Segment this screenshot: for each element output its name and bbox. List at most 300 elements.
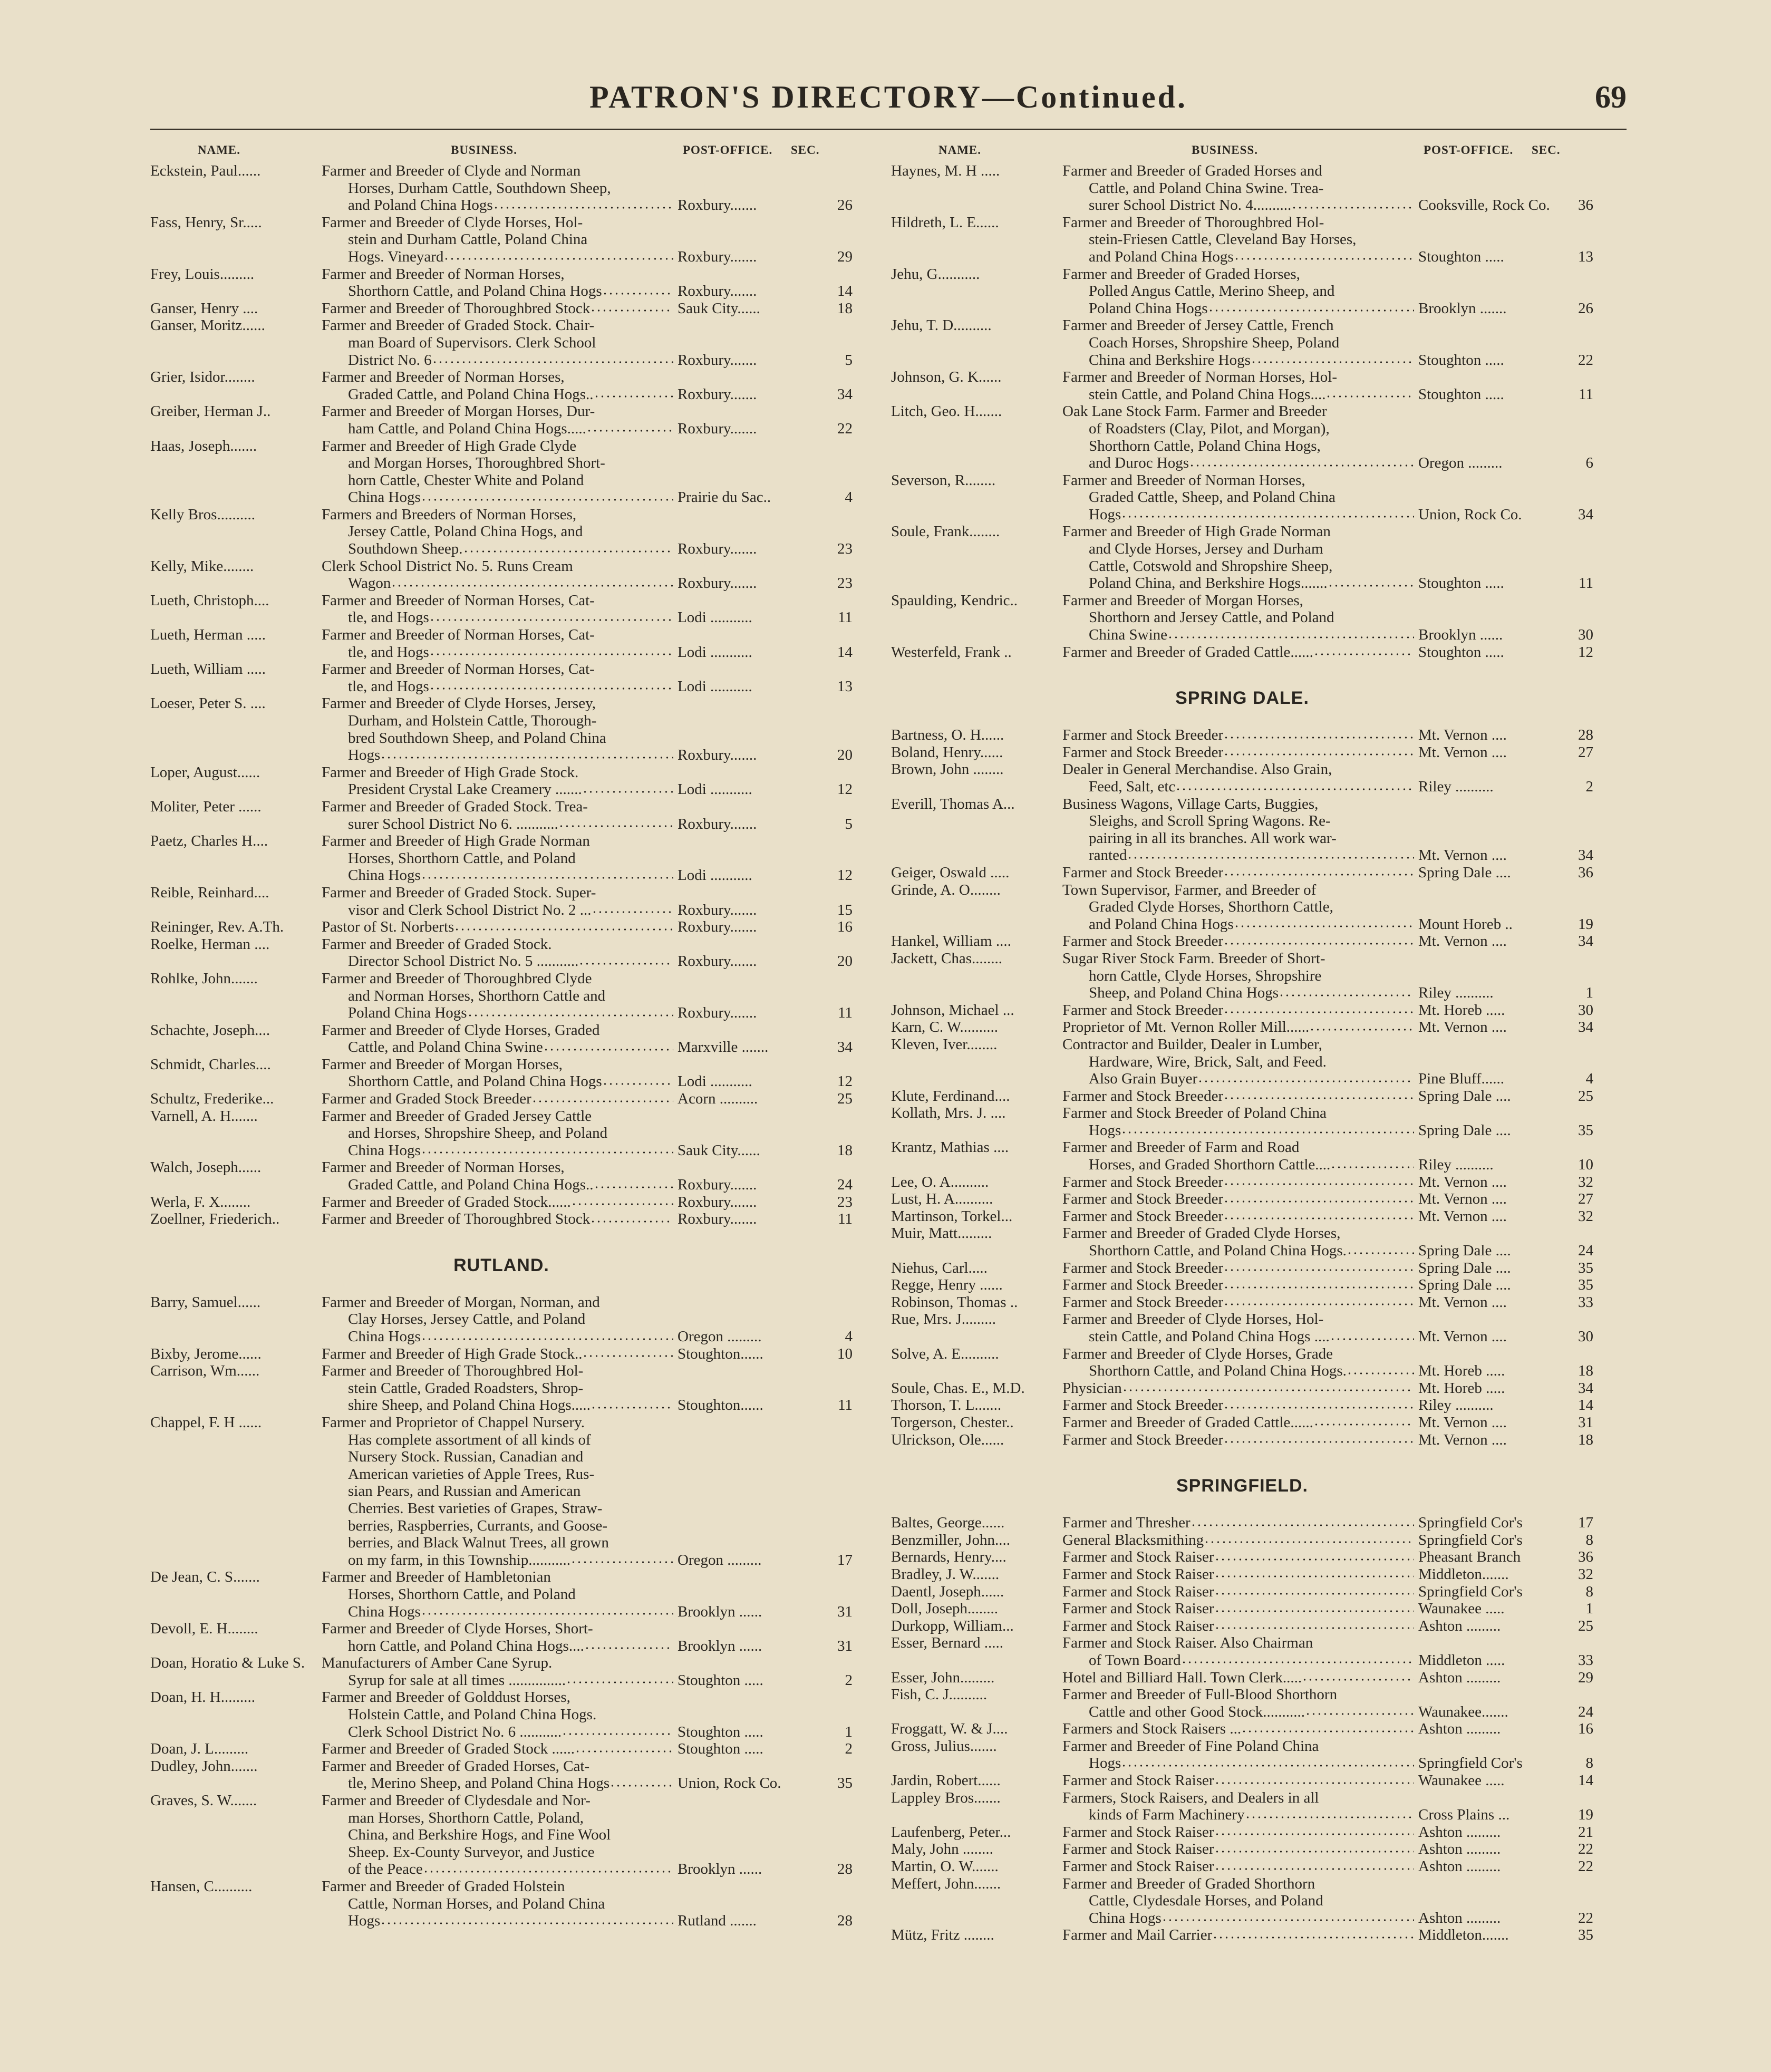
directory-entry (891, 864, 1593, 882)
business-line (322, 644, 815, 661)
post-office: Waunakee....... (1418, 1703, 1508, 1720)
business-description (1062, 1824, 1555, 1841)
business-description (1062, 882, 1555, 933)
business-text: Farmer and Breeder of Clyde Horses, Grade (1062, 1345, 1333, 1362)
dot-leader (566, 1672, 673, 1688)
business-line (1062, 420, 1555, 438)
section-number: 12 (837, 781, 853, 798)
business-description (1062, 1789, 1555, 1824)
post-office: Stoughton ..... (678, 1740, 763, 1758)
business-description (322, 317, 815, 369)
directory-entry (150, 1294, 853, 1345)
business-text: Farmer and Breeder of High Grade Norman (322, 832, 590, 850)
dot-leader (391, 575, 673, 590)
directory-entry (150, 1568, 853, 1620)
business-line (1062, 1600, 1555, 1618)
business-text: Farmer and Breeder of Thoroughbred Hol- (322, 1362, 584, 1380)
post-office: Lodi ........... (678, 609, 752, 626)
post-office: Mt. Vernon .... (1418, 933, 1507, 950)
dot-leader (1223, 744, 1414, 760)
business-description (322, 1211, 815, 1228)
directory-entry (150, 162, 853, 214)
patron-name: Lueth, Herman ..... (150, 626, 266, 644)
header-post-office: POST-OFFICE. (683, 143, 773, 157)
directory-entry (891, 882, 1593, 933)
business-description (322, 936, 815, 970)
directory-entry (150, 1022, 853, 1056)
business-text: American varieties of Apple Trees, Rus- (348, 1465, 595, 1483)
business-text: Horses, Shorthorn Cattle, and Poland (348, 1585, 576, 1603)
section-number: 31 (837, 1637, 853, 1654)
patron-name: Meffert, John....... (891, 1875, 1001, 1892)
business-description (1062, 1841, 1555, 1858)
business-description (1062, 1276, 1555, 1294)
section-number: 11 (1579, 575, 1593, 592)
patron-name: Chappel, F. H ...... (150, 1413, 262, 1431)
business-text: Proprietor of Mt. Vernon Roller Mill...... (1062, 1019, 1310, 1036)
page-number: 69 (1595, 80, 1627, 114)
post-office: Marxville ....... (678, 1039, 769, 1056)
business-line (1062, 592, 1555, 609)
business-text: Clerk School District No. 6 ........... (348, 1723, 562, 1740)
business-text: Farmer and Breeder of Norman Horses, (1062, 471, 1305, 489)
header-name: NAME. (938, 143, 982, 157)
business-text: Cattle, and Poland China Swine. Trea- (1089, 179, 1324, 197)
directory-entry (891, 1875, 1593, 1927)
business-text: China Hogs (348, 1328, 421, 1345)
business-line (322, 1672, 815, 1689)
dot-leader (1181, 1652, 1414, 1668)
business-line (1062, 1105, 1555, 1122)
business-line (1062, 1583, 1555, 1601)
business-description (322, 1689, 815, 1740)
business-line (322, 1448, 815, 1466)
business-text: Farmer and Breeder of Fine Poland China (1062, 1737, 1319, 1755)
patron-name: Fass, Henry, Sr..... (150, 214, 262, 231)
post-office: Stoughton ..... (1418, 575, 1504, 592)
business-line (322, 248, 815, 266)
business-text: Cattle, Clydesdale Horses, and Poland (1089, 1892, 1323, 1910)
patron-name: Ganser, Moritz...... (150, 317, 265, 334)
patron-name: Spaulding, Kendric.. (891, 592, 1018, 609)
business-description (1062, 592, 1555, 644)
dot-leader (1214, 1772, 1414, 1788)
section-number: 18 (1578, 1362, 1593, 1380)
business-line (1062, 454, 1555, 472)
business-text: Shorthorn Cattle, and Poland China Hogs. (1089, 1242, 1347, 1260)
business-text: Durham, and Holstein Cattle, Thorough- (348, 712, 597, 729)
directory-entry (891, 162, 1593, 214)
directory-entry (150, 798, 853, 832)
business-line (1062, 1242, 1555, 1260)
directory-entry (150, 1345, 853, 1363)
dot-leader (423, 1861, 673, 1876)
section-number: 29 (837, 248, 853, 265)
business-text: Farmer and Breeder of Graded Jersey Cattle (322, 1107, 592, 1125)
business-line (322, 1431, 815, 1449)
post-office: Mt. Vernon .... (1418, 847, 1507, 864)
patron-name: Martin, O. W....... (891, 1858, 999, 1875)
business-line (1062, 1345, 1555, 1363)
business-description (1062, 1514, 1555, 1532)
business-description (322, 1090, 815, 1108)
business-text: of the Peace (348, 1861, 423, 1878)
patron-name: Schultz, Frederike... (150, 1090, 274, 1108)
header-business: BUSINESS. (451, 143, 517, 157)
section-number: 8 (1585, 1755, 1593, 1772)
post-office: Stoughton...... (678, 1345, 763, 1362)
dot-leader (1204, 1532, 1414, 1547)
business-description (322, 798, 815, 832)
business-text: and Horses, Shropshire Sheep, and Poland (348, 1125, 608, 1142)
page-title: PATRON'S DIRECTORY—Continued. (589, 80, 1188, 114)
dot-leader (590, 1211, 673, 1226)
dot-leader (602, 1073, 673, 1089)
business-text: Cattle, and Poland China Swine (348, 1039, 543, 1056)
business-description (1062, 1548, 1555, 1566)
dot-leader (380, 747, 673, 762)
section-number: 24 (1578, 1703, 1593, 1720)
business-description (1062, 523, 1555, 592)
post-office: Riley .......... (1418, 984, 1494, 1002)
business-description (1062, 1686, 1555, 1720)
business-line (1062, 984, 1555, 1002)
post-office: Acorn .......... (678, 1090, 758, 1108)
post-office: Lodi ........... (678, 867, 752, 884)
business-line (322, 1294, 815, 1311)
business-line (322, 1792, 815, 1809)
directory-entry (150, 764, 853, 798)
business-line (322, 816, 815, 833)
dot-leader (1325, 386, 1414, 402)
business-description (322, 438, 815, 506)
directory-entry (891, 1566, 1593, 1583)
business-text: Southdown Sheep. (348, 540, 463, 558)
directory-entry (891, 214, 1593, 266)
patron-name: Niehus, Carl..... (891, 1259, 988, 1276)
directory-entry (150, 936, 853, 970)
business-text: and Poland China Hogs (348, 197, 493, 214)
business-line (322, 918, 815, 936)
business-description (1062, 1311, 1555, 1345)
business-line (322, 317, 815, 334)
business-line (322, 300, 815, 317)
business-line (1062, 1669, 1555, 1687)
business-line (322, 1397, 815, 1414)
business-description (322, 1568, 815, 1620)
patron-name: Loper, August...... (150, 763, 260, 781)
post-office: Roxbury....... (678, 901, 757, 918)
patron-name: Benzmiller, John.... (891, 1531, 1010, 1548)
business-text: Farmer and Stock Breeder (1062, 1397, 1224, 1414)
business-line (322, 764, 815, 781)
directory-entry (150, 1878, 853, 1930)
post-office: Brooklyn ...... (678, 1603, 762, 1620)
business-line (1062, 1174, 1555, 1191)
post-office: Roxbury....... (678, 1176, 757, 1194)
post-office: Roxbury....... (678, 747, 757, 764)
business-text: Farmer and Breeder of Jersey Cattle, French (1062, 317, 1334, 334)
business-line (1062, 352, 1555, 369)
business-text: Jersey Cattle, Poland China Hogs, and (348, 523, 583, 540)
business-text: tle, and Hogs (348, 643, 429, 661)
dot-leader (421, 867, 673, 883)
business-text: Farmer and Breeder of Graded Holstein (322, 1878, 565, 1895)
post-office: Roxbury....... (678, 351, 757, 369)
patron-name: Maly, John ........ (891, 1841, 993, 1858)
directory-entry (891, 1669, 1593, 1687)
business-text: Farmer and Graded Stock Breeder (322, 1090, 531, 1108)
section-number: 31 (837, 1603, 853, 1620)
business-description (1062, 1926, 1555, 1944)
section-number: 29 (1578, 1669, 1593, 1686)
section-number: 36 (1578, 1548, 1593, 1566)
dot-leader (1214, 1824, 1414, 1839)
business-description (322, 1792, 815, 1878)
business-text: surer School District No. 4.......... (1089, 197, 1292, 214)
directory-entry (891, 1618, 1593, 1635)
business-line (322, 523, 815, 540)
business-text: Sleighs, and Scroll Spring Wagons. Re- (1089, 812, 1331, 830)
business-text: Farmer and Breeder of High Grade Stock. (322, 763, 579, 781)
business-line (1062, 231, 1555, 248)
section-number: 8 (1585, 1583, 1593, 1600)
business-text: Farmer and Mail Carrier (1062, 1926, 1213, 1944)
business-line (1062, 933, 1555, 950)
business-text: Hogs (1089, 506, 1121, 523)
dot-leader (1309, 1019, 1414, 1034)
patron-name: Westerfeld, Frank .. (891, 643, 1012, 661)
business-line (1062, 812, 1555, 830)
business-text: stein Cattle, and Poland China Hogs.... (1089, 385, 1326, 403)
business-line (1062, 1910, 1555, 1927)
dot-leader (421, 489, 673, 505)
directory-entry (150, 1362, 853, 1414)
business-line (1062, 796, 1555, 813)
business-text: stein Cattle, and Poland China Hogs .... (1089, 1328, 1330, 1345)
patron-name: Doan, J. L......... (150, 1740, 249, 1758)
section-number: 28 (837, 1912, 853, 1930)
business-line (1062, 1686, 1555, 1703)
business-line (322, 489, 815, 506)
business-line (322, 592, 815, 609)
section-number: 27 (1578, 743, 1593, 761)
directory-entry (891, 1174, 1593, 1191)
business-description (322, 1758, 815, 1792)
dot-leader (1223, 933, 1414, 948)
directory-entry (150, 1194, 853, 1211)
patron-name: Severson, R........ (891, 471, 996, 489)
dot-leader (1189, 454, 1414, 470)
business-line (1062, 386, 1555, 403)
business-description (1062, 1225, 1555, 1259)
section-number: 28 (1578, 727, 1593, 744)
section-number: 14 (837, 643, 853, 661)
post-office: Mt. Vernon .... (1418, 1328, 1507, 1345)
business-text: Farmer and Stock Breeder of Poland China (1062, 1105, 1327, 1122)
directory-entry (150, 832, 853, 884)
business-text: Farmer and Stock Raiser (1062, 1565, 1214, 1583)
business-text: berries, Raspberries, Currants, and Goose- (348, 1517, 608, 1534)
business-line (322, 1826, 815, 1844)
directory-list (891, 162, 1593, 661)
business-line (322, 1414, 815, 1431)
post-office: Union, Rock Co. (678, 1775, 781, 1792)
section-number: 12 (837, 1073, 853, 1090)
post-office: Ashton ......... (1418, 1669, 1501, 1686)
business-line (322, 1724, 815, 1741)
header-sec: SEC. (1532, 143, 1561, 157)
dot-leader (1121, 506, 1414, 522)
business-text: on my farm, in this Township........... (348, 1551, 570, 1568)
business-text: Farmer and Breeder of Graded Stock. Trea- (322, 798, 588, 815)
business-line (1062, 506, 1555, 524)
business-text: Farmer and Stock Raiser (1062, 1617, 1214, 1634)
dot-leader (463, 540, 674, 556)
dot-leader (1330, 1156, 1414, 1172)
patron-name: Klute, Ferdinand.... (891, 1087, 1010, 1105)
section-number: 32 (1578, 1565, 1593, 1583)
business-description (1062, 727, 1555, 744)
post-office: Middleton....... (1418, 1565, 1509, 1583)
directory-entry (150, 970, 853, 1022)
business-description (1062, 1875, 1555, 1927)
business-text: Farmer and Proprietor of Chappel Nursery. (322, 1413, 585, 1431)
dot-leader (1330, 1328, 1414, 1344)
dot-leader (1197, 1070, 1414, 1086)
business-line (1062, 1858, 1555, 1875)
business-line (1062, 744, 1555, 761)
patron-name: Schmidt, Charles.... (150, 1056, 271, 1073)
business-text: Poland China, and Berkshire Hogs....... (1089, 575, 1328, 592)
dot-leader (602, 283, 673, 298)
post-office: Spring Dale .... (1418, 1087, 1511, 1105)
business-text: Farmer and Stock Raiser (1062, 1841, 1214, 1858)
business-line (322, 506, 815, 524)
section-number: 35 (1578, 1121, 1593, 1139)
business-description (1062, 1600, 1555, 1618)
post-office: Ashton ......... (1418, 1823, 1501, 1841)
business-text: Physician (1062, 1379, 1122, 1397)
dot-leader (582, 781, 673, 797)
directory-entry (891, 472, 1593, 524)
business-line (1062, 1328, 1555, 1345)
patron-name: Frey, Louis......... (150, 265, 255, 283)
business-description (1062, 1088, 1555, 1105)
patron-name: Kelly, Mike........ (150, 557, 254, 575)
post-office: Middleton ..... (1418, 1651, 1505, 1669)
section-number: 35 (837, 1775, 853, 1792)
section-number: 14 (837, 283, 853, 300)
business-line (1062, 1070, 1555, 1088)
business-text: Cattle, Norman Horses, and Poland China (348, 1895, 605, 1912)
directory-entry (150, 661, 853, 695)
post-office: Mt. Horeb ..... (1418, 1379, 1505, 1397)
business-text: Farmer and Stock Breeder (1062, 1293, 1224, 1311)
business-line (1062, 1841, 1555, 1858)
business-text: Hogs (348, 747, 381, 764)
business-text: Hogs (348, 1912, 381, 1930)
business-line (322, 1022, 815, 1039)
business-text: Hogs (1089, 1755, 1121, 1772)
directory-entry (891, 1225, 1593, 1259)
section-number: 16 (837, 918, 853, 936)
business-description (1062, 1105, 1555, 1139)
business-line (322, 1194, 815, 1211)
section-number: 2 (845, 1671, 853, 1689)
patron-name: Soule, Frank........ (891, 523, 1000, 540)
business-text: and Morgan Horses, Thoroughbred Short- (348, 454, 605, 472)
business-description (1062, 403, 1555, 471)
patron-name: Esser, John......... (891, 1669, 995, 1686)
business-line (322, 867, 815, 884)
business-text: Farmer and Breeder of Thoroughbred Hol- (1062, 214, 1324, 231)
patron-name: Greiber, Herman J.. (150, 403, 271, 420)
patron-name: Jehu, G........... (891, 265, 980, 283)
business-line (322, 850, 815, 867)
business-line (322, 1603, 815, 1621)
business-text: Clerk School District No. 5. Runs Cream (322, 557, 573, 575)
patron-name: Karn, C. W.......... (891, 1019, 998, 1036)
business-text: Farmer and Breeder of Morgan Horses, Dur- (322, 403, 595, 420)
directory-entry (150, 438, 853, 506)
post-office: Spring Dale .... (1418, 1121, 1511, 1139)
business-text: kinds of Farm Machinery (1089, 1806, 1245, 1824)
patron-name: Moliter, Peter ...... (150, 798, 262, 815)
section-number: 17 (1578, 1514, 1593, 1532)
dot-leader (1212, 1926, 1414, 1942)
section-number: 19 (1578, 915, 1593, 933)
business-description (1062, 950, 1555, 1002)
business-line (1062, 1260, 1555, 1277)
section-number: 18 (837, 1141, 853, 1159)
business-line (1062, 1566, 1555, 1583)
patron-name: Schachte, Joseph.... (150, 1021, 270, 1039)
business-text: Farmer and Stock Breeder (1062, 1207, 1224, 1225)
post-office: Brooklyn ...... (678, 1861, 762, 1878)
dot-leader (429, 678, 673, 694)
business-description (1062, 1294, 1555, 1311)
business-line (322, 1878, 815, 1895)
business-line (322, 403, 815, 420)
patron-name: Lappley Bros....... (891, 1789, 1001, 1806)
post-office: Roxbury....... (678, 540, 757, 558)
directory-list (150, 1294, 853, 1930)
post-office: Roxbury....... (678, 248, 757, 265)
business-line (322, 283, 815, 300)
directory-entry (891, 1789, 1593, 1824)
business-line (1062, 1892, 1555, 1910)
business-description (322, 1878, 815, 1930)
post-office: Stoughton ..... (678, 1723, 763, 1740)
business-text: Poland China Hogs (1089, 299, 1208, 317)
patron-name: Haas, Joseph....... (150, 437, 257, 454)
patron-name: Soule, Chas. E., M.D. (891, 1379, 1025, 1397)
dot-leader (1208, 300, 1414, 316)
business-description (1062, 1431, 1555, 1449)
patron-name: Devoll, E. H........ (150, 1620, 258, 1638)
business-description (1062, 864, 1555, 882)
business-line (1062, 1532, 1555, 1549)
business-text: Farmer and Breeder of Norman Horses, Cat- (322, 661, 595, 678)
dot-leader (1313, 1414, 1414, 1430)
dot-leader (1214, 1548, 1414, 1564)
business-text: Farmer and Breeder of Graded Horses and (1062, 162, 1322, 179)
business-line (1062, 334, 1555, 352)
business-line (322, 1568, 815, 1586)
section-number: 34 (1578, 847, 1593, 864)
business-description (1062, 761, 1555, 795)
